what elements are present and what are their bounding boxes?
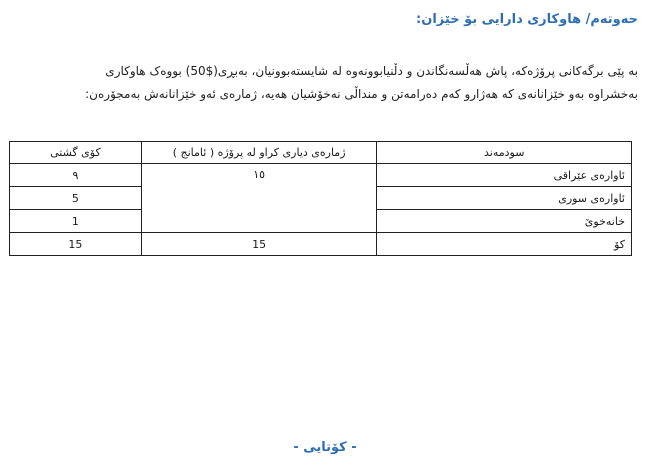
header-beneficiary: سودمەند <box>377 142 632 164</box>
total-row-label: کۆ <box>377 233 632 256</box>
intro-paragraph <box>12 60 638 106</box>
table-row <box>10 164 632 187</box>
row-name: ئاوارەی عێراقی <box>377 164 632 187</box>
beneficiaries-table <box>9 141 632 256</box>
row-name: ئاوارەی سوری <box>377 187 632 210</box>
table-header-row <box>10 142 632 164</box>
end-marker: - کۆتایی - <box>293 440 357 455</box>
total-row-target: 15 <box>141 233 377 256</box>
row-total: ٩ <box>10 164 142 187</box>
total-row-total: 15 <box>10 233 142 256</box>
target-count-cell: ١٥ <box>141 164 377 233</box>
row-total: 1 <box>10 210 142 233</box>
section-heading: حەوتەم/ هاوکاری دارایی بۆ خێزان: <box>416 12 638 27</box>
row-name: خانەخوێ <box>377 210 632 233</box>
header-target-count: ژمارەی دیاری کراو لە پرۆژە ( ئامانج ) <box>141 142 377 164</box>
header-total: کۆی گشتی <box>10 142 142 164</box>
paragraph-line-2: بەخشراوە بەو خێزانانەی کە هەژارو کەم دەرامەتن و منداڵی نەخۆشیان هەیە، ژمارەی ئەو خێزانانەش بەمجۆرەن: <box>85 87 638 101</box>
row-total: 5 <box>10 187 142 210</box>
table-total-row <box>10 233 632 256</box>
paragraph-line-1: بە پێی برگەکانی پرۆژەکە، پاش هەڵسەنگاندن و دڵنیابوونەوە لە شایستەبوونیان، بەبڕی($50) بووەک هاوکاری <box>105 64 638 78</box>
